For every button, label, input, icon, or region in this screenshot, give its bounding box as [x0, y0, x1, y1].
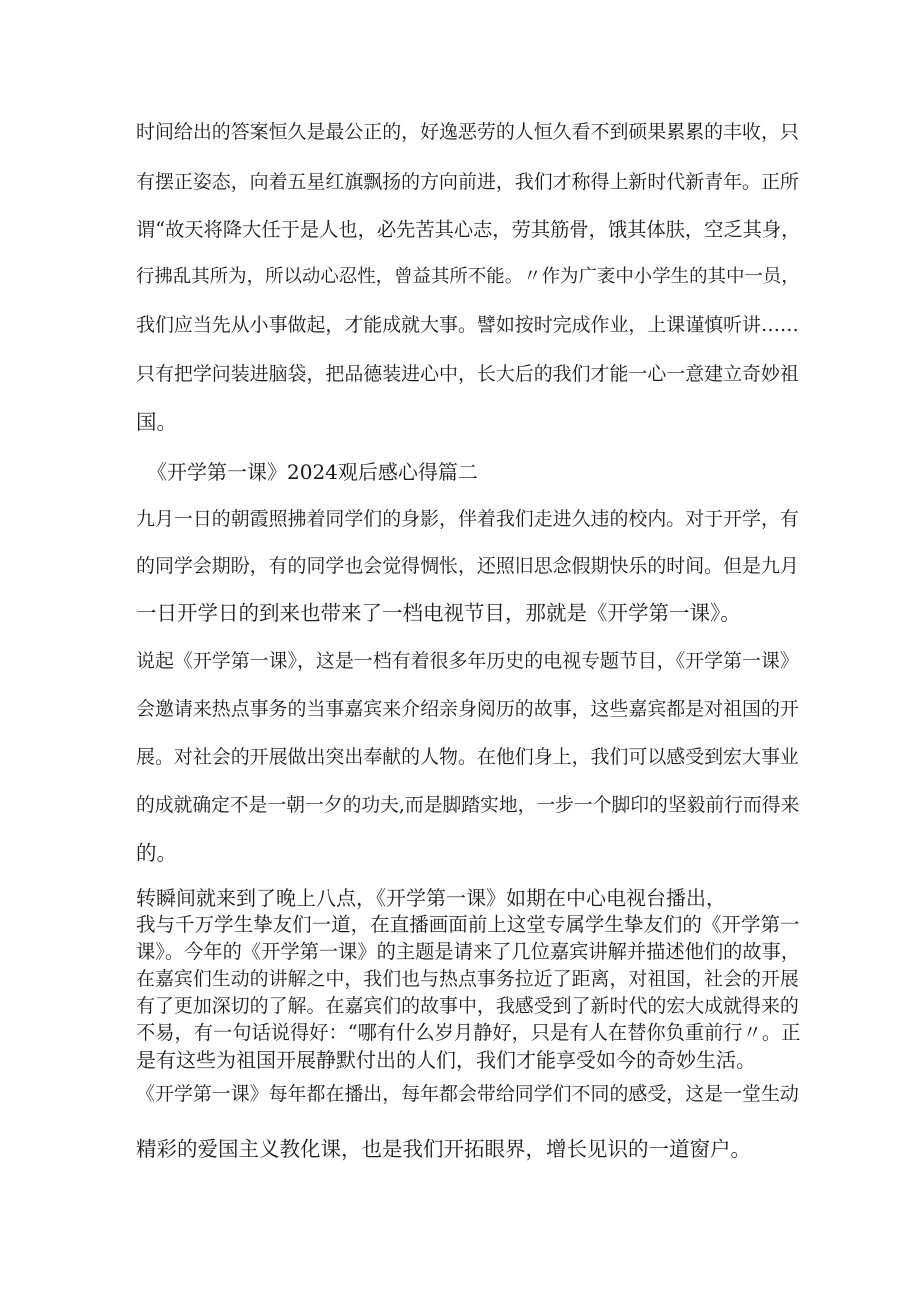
text-line: 精彩的爱国主义教化课，也是我们开拓眼界，增长见识的一道窗户。: [136, 1137, 751, 1161]
text-line: 九月一日的朝霞照拂着同学们的身影，伴着我们走进久违的校内。对于开学，有: [136, 508, 799, 530]
text-line: 在嘉宾们生动的讲解之中，我们也与热点事务拉近了距离，对祖国，社会的开展: [136, 968, 799, 990]
text-line: 《开学第一课》每年都在播出，每年都会带给同学们不同的感受，这是一堂生动: [136, 1083, 799, 1105]
text-line: 只有把学问装进脑袋，把品德装进心中，长大后的我们才能一心一意建立奇妙祖: [136, 363, 799, 385]
text-line: 的。: [136, 841, 177, 865]
text-line: 国。: [136, 410, 177, 434]
text-line: 的成就确定不是一朝一夕的功夫,而是脚踏实地，一步一个脚印的坚毅前行而得来: [136, 795, 800, 816]
text-line: 我们应当先从小事做起，才能成就大事。譬如按时完成作业，上课谨慎听讲……: [136, 314, 799, 336]
section-heading: 《开学第一课》2024观后感心得篇二: [147, 460, 478, 484]
text-line: 转瞬间就来到了晚上八点，《开学第一课》如期在中心电视台播出，: [136, 886, 726, 910]
text-line: 课》。今年的《开学第一课》的主题是请来了几位嘉宾讲解并描述他们的故事，: [136, 940, 801, 963]
text-line: 不易，有一句话说得好：“哪有什么岁月静好，只是有人在替你负重前行〃。正: [136, 1021, 801, 1044]
text-line: 是有这些为祖国开展静默付出的人们，我们才能享受如今的奇妙生活。: [136, 1048, 756, 1072]
text-line: 说起《开学第一课》，这是一档有着很多年历史的电视专题节目，《开学第一课》: [136, 650, 799, 672]
text-line: 的同学会期盼，有的同学也会觉得惆怅，还照旧思念假期快乐的时间。但是九月: [136, 555, 799, 577]
text-line: 展。对社会的开展做出突出奉献的人物。在他们身上，我们可以感受到宏大事业: [136, 746, 799, 768]
text-line: 有了更加深切的了解。在嘉宾们的故事中，我感受到了新时代的宏大成就得来的: [136, 995, 799, 1017]
text-line: 一日开学日的到来也带来了一档电视节目，那就是《开学第一课》。: [136, 601, 741, 625]
text-line: 有摆正姿态，向着五星红旗飘扬的方向前进，我们才称得上新时代新青年。正所: [136, 171, 799, 193]
text-line: 行拂乱其所为，所以动心忍性，曾益其所不能。〃作为广袤中小学生的其中一员，: [136, 266, 800, 287]
text-line: 会邀请来热点事务的当事嘉宾来介绍亲身阅历的故事，这些嘉宾都是对祖国的开: [136, 698, 799, 720]
text-line: 时间给出的答案恒久是最公正的，好逸恶劳的人恒久看不到硕果累累的丰收，只: [136, 121, 799, 143]
text-line: 我与千万学生挚友们一道，在直播画面前上这堂专属学生挚友们的《开学第一: [136, 913, 800, 936]
text-line: 谓“故天将降大任于是人也，必先苦其心志，劳其筋骨，饿其体肤，空乏其身，: [136, 218, 801, 241]
